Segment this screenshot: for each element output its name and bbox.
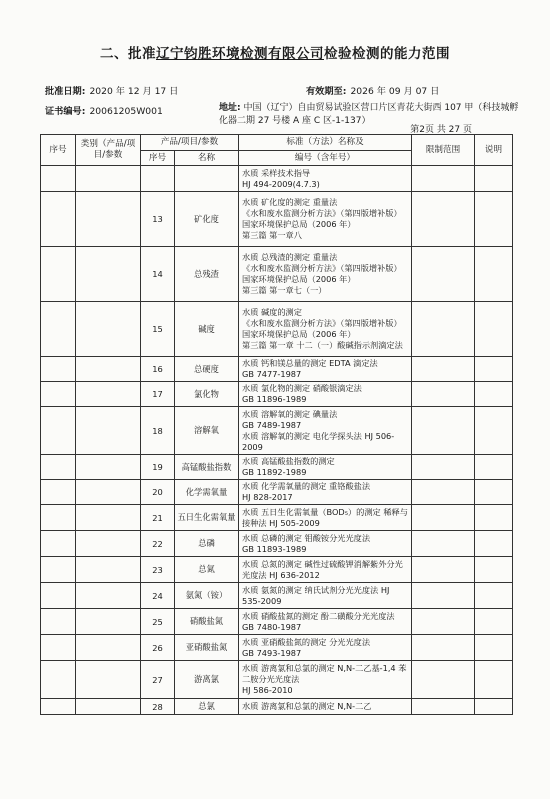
row-note bbox=[475, 635, 513, 661]
title-org: 辽宁钧胜环境检测有限公司 bbox=[156, 46, 324, 62]
row-limit bbox=[412, 166, 475, 192]
row-sub-seq: 24 bbox=[141, 583, 175, 609]
row-limit bbox=[412, 480, 475, 505]
row-category bbox=[76, 357, 141, 382]
row-seq bbox=[41, 661, 76, 699]
row-category bbox=[76, 302, 141, 357]
row-seq bbox=[41, 302, 76, 357]
row-seq bbox=[41, 531, 76, 557]
row-seq bbox=[41, 635, 76, 661]
row-category bbox=[76, 557, 141, 583]
row-note bbox=[475, 583, 513, 609]
row-standard: 水质 溶解氧的测定 碘量法 GB 7489-1987 水质 溶解氧的测定 电化学探头法 HJ 506-2009 bbox=[239, 407, 412, 455]
table-row bbox=[41, 661, 513, 699]
row-note bbox=[475, 699, 513, 715]
row-standard: 水质 总残渣的测定 重量法 《水和废水监测分析方法》（第四版增补版）国家环境保护总局（2006 年） 第三篇 第一章七（一） bbox=[239, 247, 412, 302]
header-standard: 标准（方法）名称及 bbox=[239, 135, 412, 151]
row-name: 总残渣 bbox=[175, 247, 239, 302]
table-row bbox=[41, 480, 513, 505]
title-prefix: 二、批准 bbox=[100, 46, 156, 62]
row-sub-seq: 26 bbox=[141, 635, 175, 661]
row-seq bbox=[41, 247, 76, 302]
row-standard: 水质 硝酸盐氮的测定 酚二磺酸分光光度法 GB 7480-1987 bbox=[239, 609, 412, 635]
row-category bbox=[76, 505, 141, 531]
row-standard: 水质 化学需氧量的测定 重铬酸盐法 HJ 828-2017 bbox=[239, 480, 412, 505]
row-seq bbox=[41, 407, 76, 455]
row-standard: 水质 游离氯和总氯的测定 N,N-二乙 bbox=[239, 699, 412, 715]
row-seq bbox=[41, 583, 76, 609]
row-name: 氯化物 bbox=[175, 382, 239, 407]
table-row bbox=[41, 635, 513, 661]
row-seq bbox=[41, 505, 76, 531]
row-seq bbox=[41, 609, 76, 635]
row-note bbox=[475, 505, 513, 531]
row-sub-seq: 13 bbox=[141, 192, 175, 247]
row-standard: 水质 亚硝酸盐氮的测定 分光光度法 GB 7493-1987 bbox=[239, 635, 412, 661]
title-suffix: 检验检测的能力范围 bbox=[324, 46, 450, 62]
row-standard: 水质 游离氯和总氯的测定 N,N-二乙基-1,4 苯二胺分光光度法 HJ 586-2010 bbox=[239, 661, 412, 699]
row-category bbox=[76, 455, 141, 480]
row-sub-seq: 21 bbox=[141, 505, 175, 531]
row-note bbox=[475, 531, 513, 557]
row-name: 五日生化需氧量 bbox=[175, 505, 239, 531]
row-note bbox=[475, 357, 513, 382]
row-name: 氨氮（铵） bbox=[175, 583, 239, 609]
row-name: 游离氯 bbox=[175, 661, 239, 699]
header-seq: 序号 bbox=[41, 135, 76, 166]
row-category bbox=[76, 583, 141, 609]
row-seq bbox=[41, 357, 76, 382]
row-limit bbox=[412, 302, 475, 357]
header-category: 类别（产品/项目/参数 bbox=[76, 135, 141, 166]
row-limit bbox=[412, 455, 475, 480]
row-name: 溶解氧 bbox=[175, 407, 239, 455]
approval-date: 批准日期: 2020 年 12 月 17 日 bbox=[45, 86, 179, 97]
row-note bbox=[475, 609, 513, 635]
row-standard: 水质 总磷的测定 钼酸铵分光光度法 GB 11893-1989 bbox=[239, 531, 412, 557]
capability-table bbox=[40, 134, 513, 715]
row-limit bbox=[412, 382, 475, 407]
address: 地址: 中国（辽宁）自由贸易试验区营口片区青花大街西 107 甲（科技城孵化器二期 27 号楼 A 座 C 区-1-137） bbox=[219, 103, 519, 126]
table-row bbox=[41, 247, 513, 302]
row-seq bbox=[41, 480, 76, 505]
row-limit bbox=[412, 505, 475, 531]
row-limit bbox=[412, 531, 475, 557]
row-seq bbox=[41, 557, 76, 583]
row-limit bbox=[412, 407, 475, 455]
row-limit bbox=[412, 699, 475, 715]
row-category bbox=[76, 661, 141, 699]
row-category bbox=[76, 699, 141, 715]
header-limit: 限制范围 bbox=[412, 135, 475, 166]
row-standard: 水质 钙和镁总量的测定 EDTA 滴定法 GB 7477-1987 bbox=[239, 357, 412, 382]
certificate-number: 证书编号: 20061205W001 bbox=[45, 106, 163, 117]
row-name bbox=[175, 166, 239, 192]
row-standard: 水质 采样技术指导 HJ 494-2009(4.7.3) bbox=[239, 166, 412, 192]
row-note bbox=[475, 247, 513, 302]
row-sub-seq: 17 bbox=[141, 382, 175, 407]
row-note bbox=[475, 455, 513, 480]
row-name: 硝酸盐氮 bbox=[175, 609, 239, 635]
table-row bbox=[41, 699, 513, 715]
row-sub-seq: 22 bbox=[141, 531, 175, 557]
row-seq bbox=[41, 455, 76, 480]
row-limit bbox=[412, 609, 475, 635]
table-row bbox=[41, 505, 513, 531]
row-limit bbox=[412, 635, 475, 661]
row-category bbox=[76, 531, 141, 557]
row-category bbox=[76, 166, 141, 192]
row-standard: 水质 矿化度的测定 重量法 《水和废水监测分析方法》（第四版增补版）国家环境保护总局（2006 年） 第三篇 第一章八 bbox=[239, 192, 412, 247]
header-note: 说明 bbox=[475, 135, 513, 166]
row-sub-seq: 20 bbox=[141, 480, 175, 505]
row-note bbox=[475, 192, 513, 247]
row-note bbox=[475, 382, 513, 407]
row-note bbox=[475, 407, 513, 455]
row-name: 高锰酸盐指数 bbox=[175, 455, 239, 480]
row-note bbox=[475, 302, 513, 357]
row-sub-seq: 16 bbox=[141, 357, 175, 382]
row-category bbox=[76, 609, 141, 635]
table-row bbox=[41, 557, 513, 583]
table-row bbox=[41, 407, 513, 455]
header-standard-no: 编号（含年号） bbox=[239, 151, 412, 166]
table-body bbox=[41, 166, 513, 715]
row-sub-seq: 19 bbox=[141, 455, 175, 480]
row-limit bbox=[412, 247, 475, 302]
row-name: 总磷 bbox=[175, 531, 239, 557]
row-limit bbox=[412, 357, 475, 382]
table-row bbox=[41, 166, 513, 192]
table-row bbox=[41, 609, 513, 635]
table-row bbox=[41, 455, 513, 480]
row-standard: 水质 氨氮的测定 纳氏试剂分光光度法 HJ 535-2009 bbox=[239, 583, 412, 609]
row-note bbox=[475, 480, 513, 505]
row-seq bbox=[41, 382, 76, 407]
row-category bbox=[76, 480, 141, 505]
table-row bbox=[41, 192, 513, 247]
row-category bbox=[76, 192, 141, 247]
row-name: 总硬度 bbox=[175, 357, 239, 382]
row-category bbox=[76, 407, 141, 455]
row-seq bbox=[41, 699, 76, 715]
row-sub-seq bbox=[141, 166, 175, 192]
row-sub-seq: 28 bbox=[141, 699, 175, 715]
table-row bbox=[41, 531, 513, 557]
row-limit bbox=[412, 661, 475, 699]
table-row bbox=[41, 357, 513, 382]
row-note bbox=[475, 166, 513, 192]
row-limit bbox=[412, 557, 475, 583]
row-note bbox=[475, 661, 513, 699]
header-name: 名称 bbox=[175, 151, 239, 166]
row-standard: 水质 碱度的测定 《水和废水监测分析方法》（第四版增补版）国家环境保护总局（2006 年） 第三篇 第一章 十二（一）酸碱指示剂滴定法 bbox=[239, 302, 412, 357]
row-standard: 水质 五日生化需氧量（BOD₅）的测定 稀释与接种法 HJ 505-2009 bbox=[239, 505, 412, 531]
row-name: 亚硝酸盐氮 bbox=[175, 635, 239, 661]
row-sub-seq: 14 bbox=[141, 247, 175, 302]
row-limit bbox=[412, 583, 475, 609]
row-name: 总氮 bbox=[175, 557, 239, 583]
row-category bbox=[76, 247, 141, 302]
header-product-group: 产品/项目/参数 bbox=[141, 135, 239, 151]
table-row bbox=[41, 302, 513, 357]
row-sub-seq: 18 bbox=[141, 407, 175, 455]
row-limit bbox=[412, 192, 475, 247]
page-number: 第2页 共 27 页 bbox=[410, 125, 472, 135]
row-seq bbox=[41, 192, 76, 247]
row-category bbox=[76, 382, 141, 407]
row-note bbox=[475, 557, 513, 583]
row-category bbox=[76, 635, 141, 661]
row-standard: 水质 高锰酸盐指数的测定 GB 11892-1989 bbox=[239, 455, 412, 480]
document-title bbox=[0, 42, 550, 62]
row-sub-seq: 25 bbox=[141, 609, 175, 635]
table-row bbox=[41, 382, 513, 407]
row-sub-seq: 15 bbox=[141, 302, 175, 357]
table-row bbox=[41, 583, 513, 609]
valid-until: 有效期至: 2026 年 09 月 07 日 bbox=[306, 86, 440, 97]
row-sub-seq: 27 bbox=[141, 661, 175, 699]
row-name: 化学需氧量 bbox=[175, 480, 239, 505]
row-name: 矿化度 bbox=[175, 192, 239, 247]
row-sub-seq: 23 bbox=[141, 557, 175, 583]
row-seq bbox=[41, 166, 76, 192]
row-name: 总氯 bbox=[175, 699, 239, 715]
row-standard: 水质 总氮的测定 碱性过硫酸钾消解紫外分光光度法 HJ 636-2012 bbox=[239, 557, 412, 583]
header-sub-seq: 序号 bbox=[141, 151, 175, 166]
row-standard: 水质 氯化物的测定 硝酸银滴定法 GB 11896-1989 bbox=[239, 382, 412, 407]
row-name: 碱度 bbox=[175, 302, 239, 357]
